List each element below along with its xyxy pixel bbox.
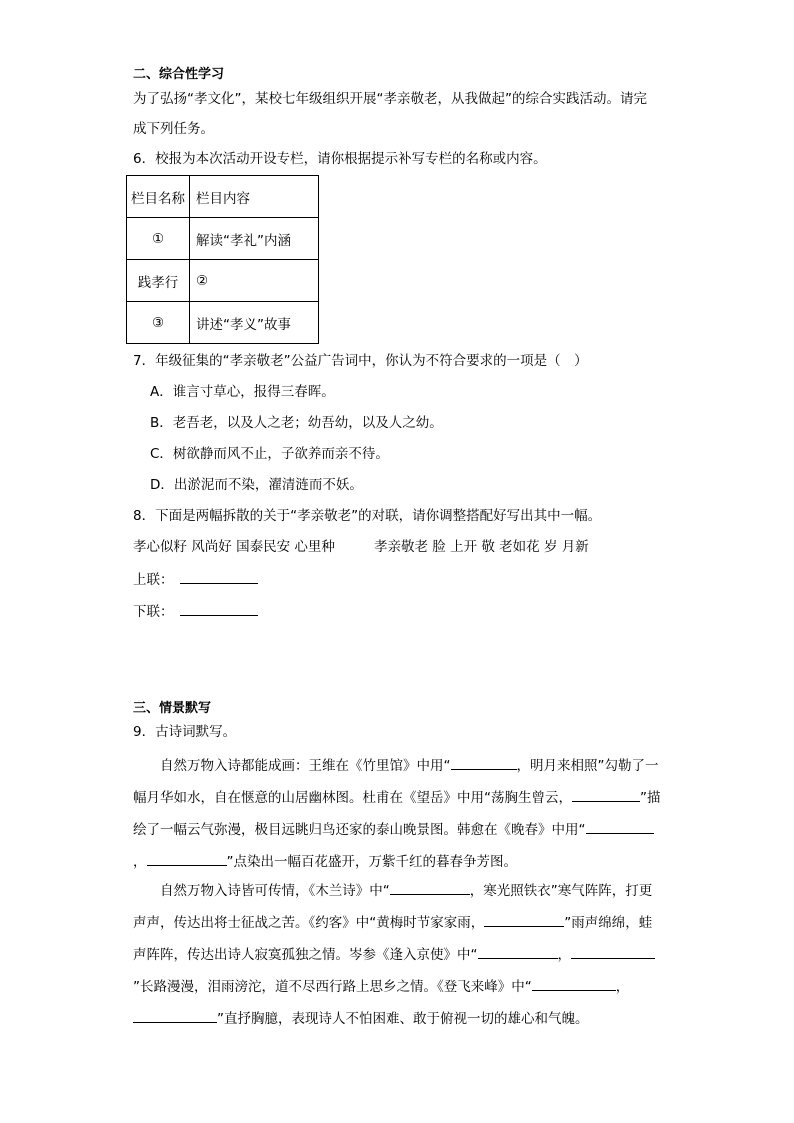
option-a: A．谁言寸草心，报得三春晖。	[150, 384, 335, 400]
poetry-paragraph-1	[133, 750, 663, 878]
poetry-blank[interactable]	[586, 819, 654, 834]
table-row	[127, 302, 319, 344]
section-2-intro-line2: 成下列任务。	[133, 121, 214, 137]
poetry-blank[interactable]	[133, 1008, 217, 1023]
poetry-blank[interactable]	[532, 976, 616, 991]
column-table	[126, 175, 319, 344]
paragraph-text: ”雨声绵绵，蛙声阵阵，传达出诗人寂寞孤独之情。岑参《逢入京使》中“	[133, 915, 653, 963]
paragraph-text: ”点染出一幅百花盛开，万紫千红的暮春争芳图。	[226, 854, 517, 870]
poetry-blank[interactable]	[478, 944, 558, 959]
option-b: B．老吾老，以及人之老；幼吾幼，以及人之幼。	[150, 415, 443, 431]
table-row	[127, 218, 319, 260]
poetry-blank[interactable]	[451, 755, 517, 770]
option-d: D．出淤泥而不染，濯清涟而不妖。	[150, 477, 363, 493]
question-9-text: 9．古诗词默写。	[133, 724, 237, 740]
table-header-cell: 栏目内容	[190, 176, 319, 218]
paragraph-text: ，	[557, 947, 571, 963]
table-row	[127, 260, 319, 302]
table-cell: 解读“孝礼”内涵	[190, 218, 319, 260]
section-2-intro-line1: 为了弘扬“孝文化”，某校七年级组织开展“孝亲敬老，从我做起”的综合实践活动。请完	[133, 91, 647, 107]
paragraph-text: ，寒光照铁衣”寒气阵阵，打更声声，传达出将士征战之苦。《约客》中“黄梅时节家家雨，	[133, 883, 653, 931]
table-cell: 讲述“孝义”故事	[190, 302, 319, 344]
lower-couplet-blank[interactable]	[180, 601, 258, 616]
poetry-paragraph-2	[133, 875, 663, 1035]
paragraph-text: ”直抒胸臆，表现诗人不怕困难、敢于俯视一切的雄心和气魄。	[217, 1011, 589, 1027]
poetry-blank[interactable]	[572, 787, 640, 802]
lower-couplet-row	[133, 601, 258, 622]
poetry-blank[interactable]	[390, 880, 470, 895]
option-c: C．树欲静而风不止，子欲养而亲不待。	[150, 446, 389, 462]
table-cell: ①	[127, 218, 190, 260]
question-6-text: 6．校报为本次活动开设专栏，请你根据提示补写专栏的名称或内容。	[133, 151, 547, 167]
table-row	[127, 176, 319, 218]
table-header-cell: 栏目名称	[127, 176, 190, 218]
upper-couplet-blank[interactable]	[180, 569, 258, 584]
paragraph-text: ，	[133, 854, 147, 870]
table-cell: 践孝行	[127, 260, 190, 302]
paragraph-text: 自然万物入诗都能成画：王维在《竹里馆》中用“	[160, 758, 451, 774]
paragraph-text: ，明月来相照”勾勒了一幅月华如水，自在惬意的山居幽林图。杜甫在《望岳》中用“荡胸生曾云，	[133, 758, 659, 806]
paragraph-text: ”长路漫漫，泪雨滂沱，道不尽西行路上思乡之情。《登飞来峰》中“	[133, 979, 532, 995]
upper-couplet-row	[133, 569, 258, 590]
table-cell: ③	[127, 302, 190, 344]
table-cell: ②	[190, 260, 319, 302]
paragraph-text: ，	[615, 979, 630, 995]
paragraph-text: 自然万物入诗皆可传情，《木兰诗》中“	[160, 883, 390, 899]
section-3-title: 三、情景默写	[133, 701, 212, 716]
question-8-text: 8．下面是两幅拆散的关于“孝亲敬老”的对联，请你调整搭配好写出其中一幅。	[133, 508, 602, 524]
couplet-words-left: 孝心似籽 风尚好 国泰民安 心里种	[133, 539, 335, 555]
poetry-blank[interactable]	[147, 851, 227, 866]
paragraph-text: ”描绘了一幅云气弥漫，极目远眺归鸟还家的泰山晚景图。韩愈在《晚春》中用“	[133, 790, 661, 838]
poetry-blank[interactable]	[484, 912, 564, 927]
upper-couplet-label: 上联：	[133, 572, 174, 588]
lower-couplet-label: 下联：	[133, 604, 174, 620]
couplet-words-right: 孝亲敬老 脸 上开 敬 老如花 岁 月新	[374, 539, 589, 555]
poetry-blank[interactable]	[571, 944, 655, 959]
question-7-text: 7．年级征集的“孝亲敬老”公益广告词中，你认为不符合要求的一项是（ ）	[133, 353, 588, 369]
section-2-title: 二、综合性学习	[133, 67, 225, 82]
